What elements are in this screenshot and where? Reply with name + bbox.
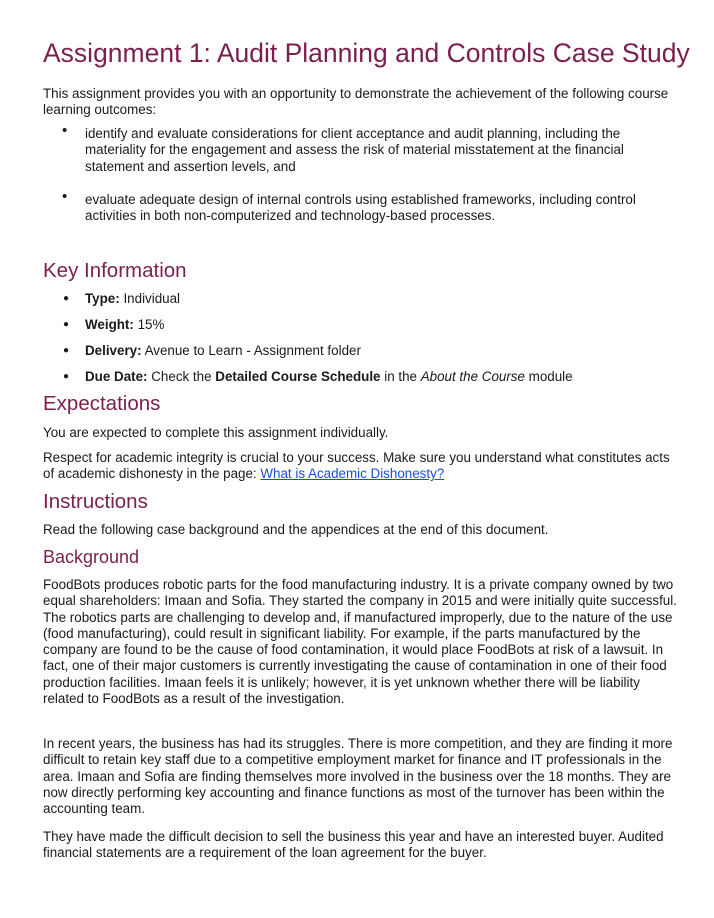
- key-item-weight: [43, 317, 679, 343]
- intro-paragraph: This assignment provides you with an opportunity to demonstrate the achievement of the following course learning outcomes:: [43, 86, 669, 118]
- expectations-text: Respect for academic integrity is crucial to your success. Make sure you understand what constitutes acts of academic dishonesty in the page:: [43, 450, 670, 482]
- background-paragraph-2: In recent years, the business has had its struggles. There is more competition, and they are finding it more difficult to retain key staff due to a competitive employment market for finance and IT professionals in the area. Imaan and Sofia are finding themselves more involved in the business over the 18 months. They are now directly performing key accounting and finance functions as most of the turnover has been within the accounting team.: [43, 736, 673, 817]
- due-date-module: About the Course: [420, 369, 525, 384]
- expectations-paragraph-1: You are expected to complete this assignment individually.: [43, 425, 389, 440]
- expectations-paragraph-2: [43, 450, 679, 483]
- type-label: Type:: [85, 291, 120, 306]
- background-paragraph-1: FoodBots produces robotic parts for the food manufacturing industry. It is a private company owned by two equal shareholders: Imaan and Sofia. They started the company in 2015 and were initially quite successful. The robotics parts are challenging to develop and, if manufactured improperly, due to the nature of the use (food manufacturing), could result in significant liability. For example, if the parts manufactured by the company are found to be the cause of food contamination, it would place FoodBots at risk of a lawsuit. In fact, one of their major customers is currently investigating the cause of contamination in one of their food production facilities. Imaan feels it is unlikely; however, it is yet unknown whether there will be liability related to FoodBots as a result of the investigation.: [43, 577, 677, 707]
- key-information-list: [43, 291, 679, 395]
- academic-dishonesty-link[interactable]: What is Academic Dishonesty?: [260, 466, 445, 482]
- type-value: Individual: [123, 291, 181, 306]
- key-item-type: [43, 291, 679, 317]
- background-paragraph-3: They have made the difficult decision to sell the business this year and have an interested buyer. Audited financial statements are a requirement of the loan agreement for the buyer.: [43, 829, 664, 861]
- weight-label: Weight:: [85, 317, 134, 332]
- page-title: Assignment 1: Audit Planning and Controls Case Study: [43, 38, 690, 68]
- expectations-heading: Expectations: [43, 392, 161, 415]
- weight-value: 15%: [137, 317, 165, 332]
- due-date-pre: Check the: [151, 369, 212, 384]
- outcome-item: • evaluate adequate design of internal controls using established frameworks, including control activities in both non-computerized and technology-based processes.: [43, 192, 679, 225]
- due-date-post: module: [528, 369, 573, 384]
- learning-outcomes-list: [43, 126, 679, 225]
- due-date-mid: in the: [384, 369, 417, 384]
- background-heading: Background: [43, 547, 140, 567]
- key-item-delivery: [43, 343, 679, 369]
- delivery-value: Avenue to Learn - Assignment folder: [144, 343, 361, 358]
- instructions-heading: Instructions: [43, 490, 148, 513]
- instructions-paragraph: Read the following case background and the appendices at the end of this document.: [43, 522, 549, 537]
- delivery-label: Delivery:: [85, 343, 142, 358]
- due-date-schedule: Detailed Course Schedule: [215, 369, 381, 384]
- due-date-label: Due Date:: [85, 369, 148, 384]
- key-information-heading: Key Information: [43, 259, 187, 282]
- outcome-item: • identify and evaluate considerations for client acceptance and audit planning, including the materiality for the engagement and assess the risk of material misstatement at the financial statement and assertion levels, and: [43, 126, 679, 170]
